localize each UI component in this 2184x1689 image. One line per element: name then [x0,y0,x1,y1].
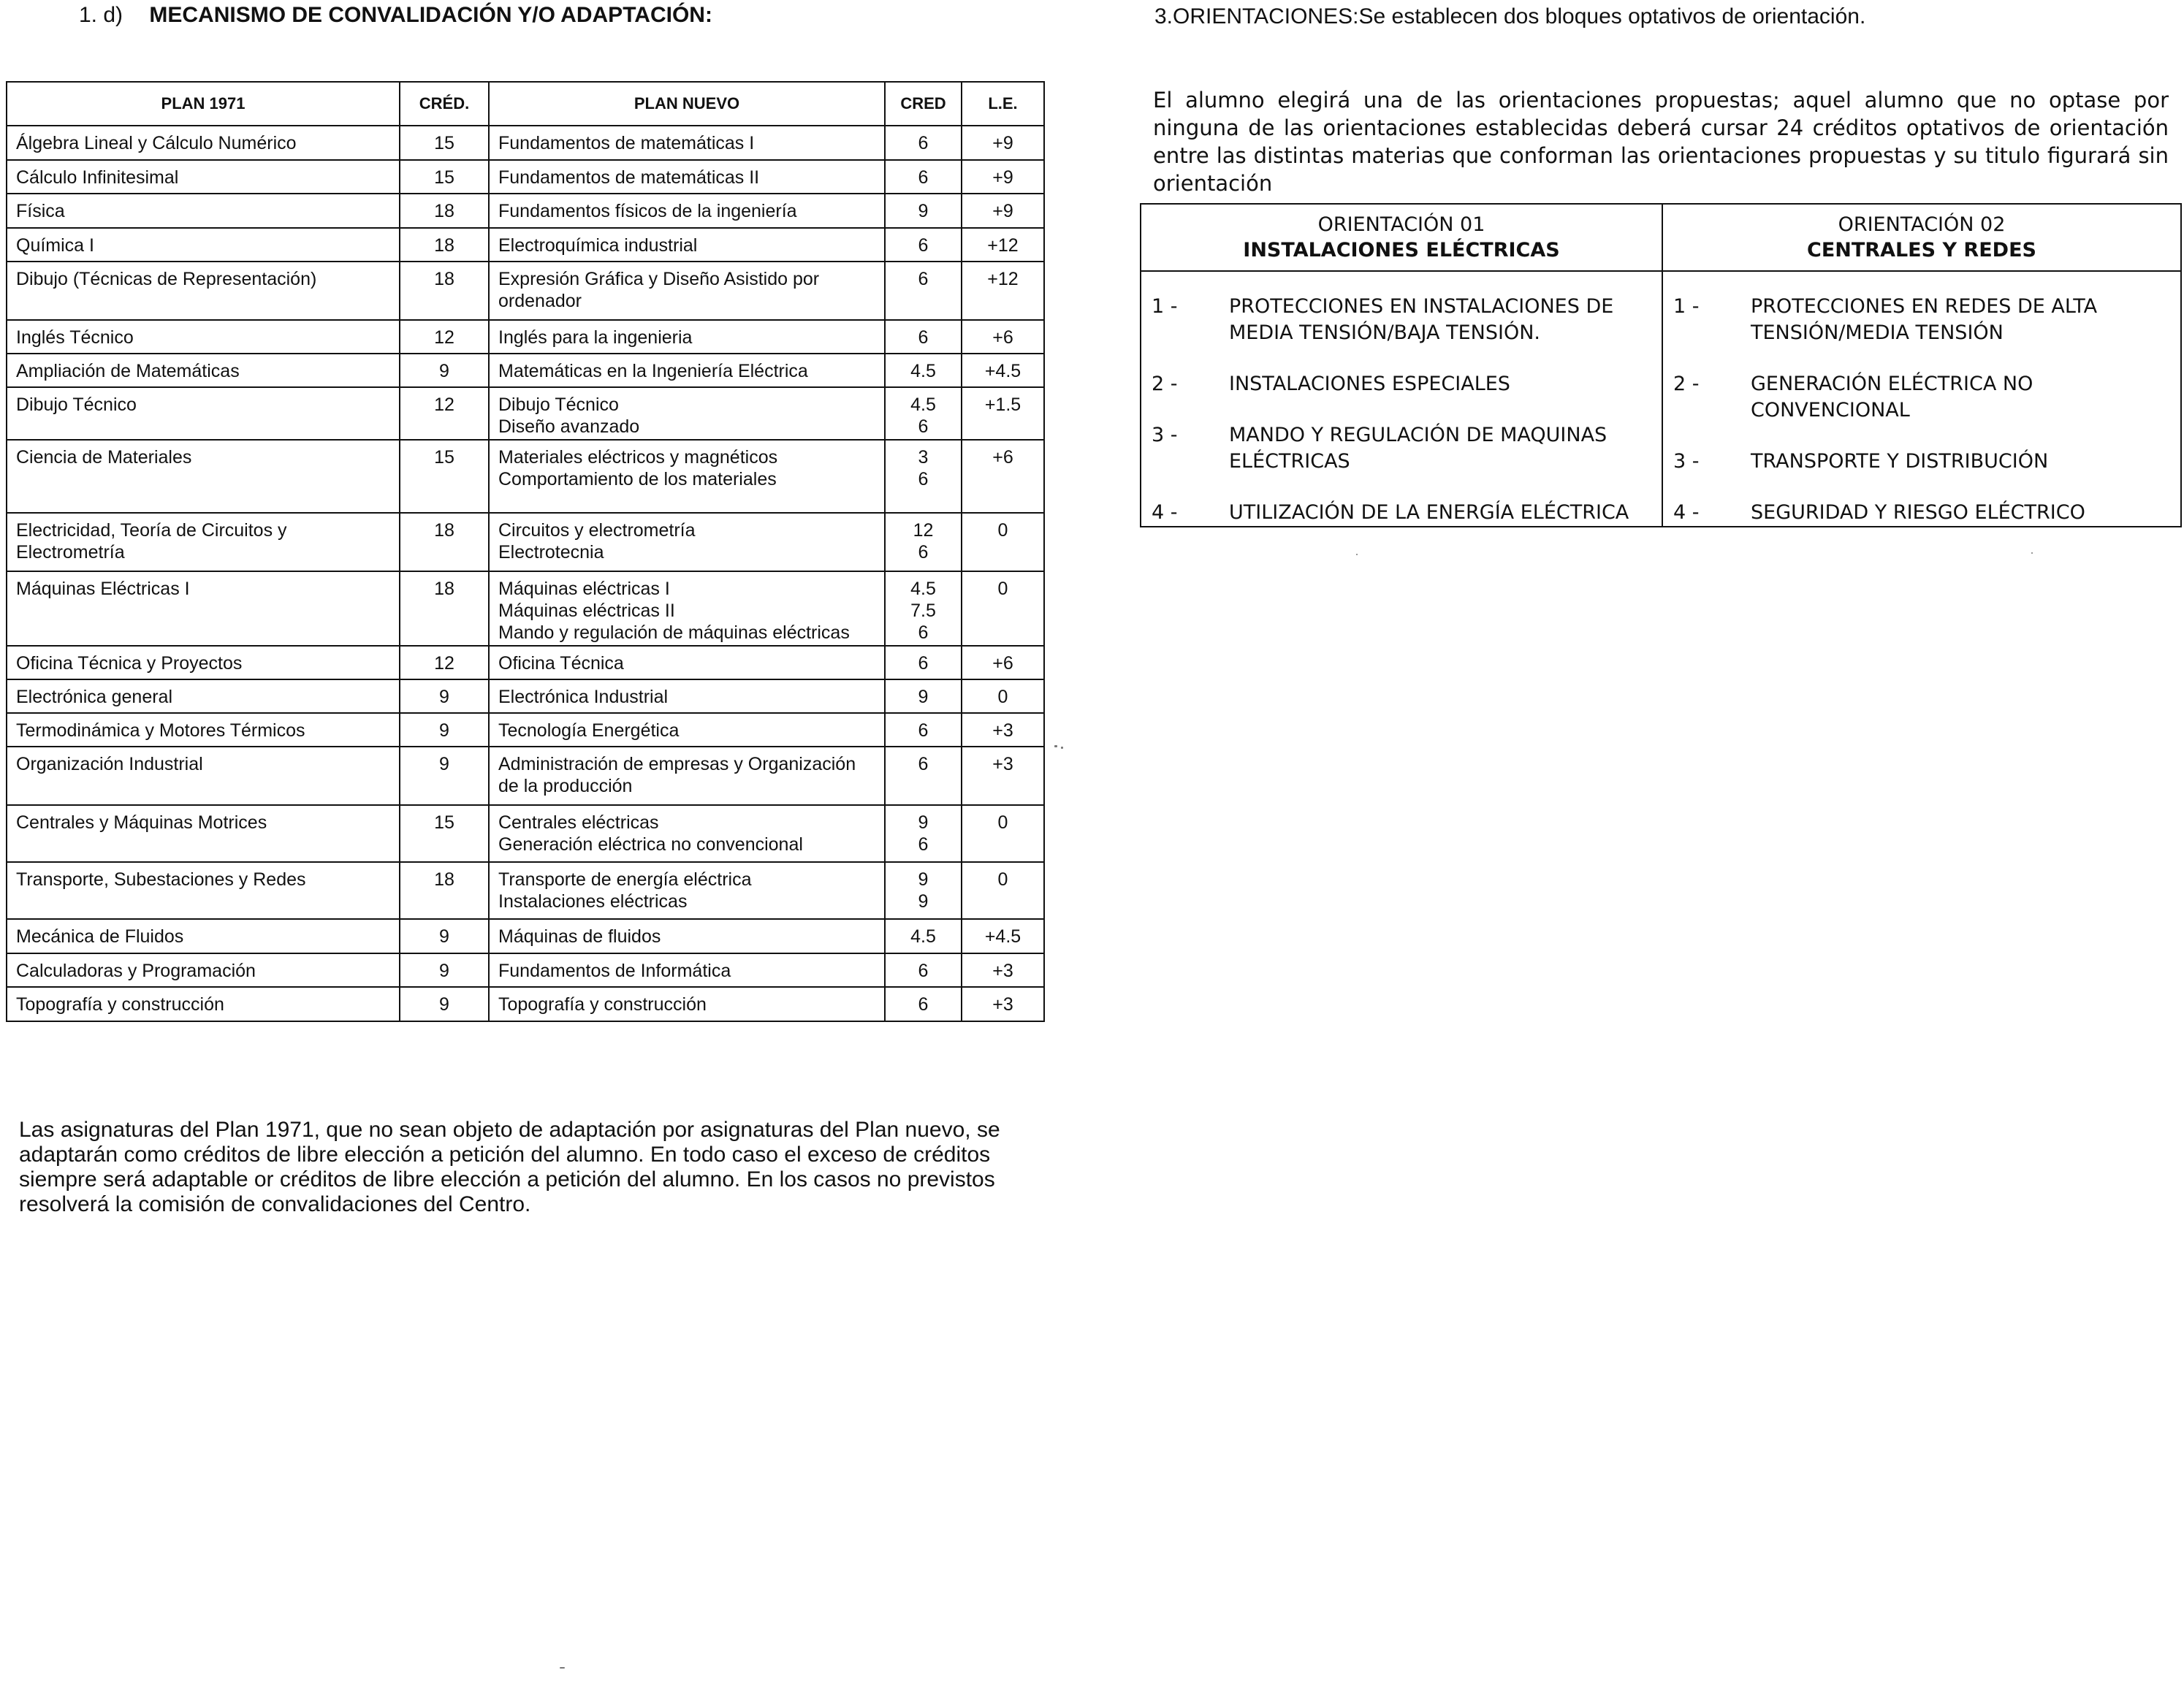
header-cred: CRÉD. [400,82,489,126]
plan-nuevo-line: Circuitos y electrometría [498,520,696,541]
item-text: SEGURIDAD Y RIESGO ELÉCTRICO [1751,501,2085,524]
cell-cred: 15 [400,160,489,194]
cell-cred: 18 [400,194,489,228]
cred-nuevo-line: 9 [918,869,929,890]
cred-nuevo-line: 6 [918,416,929,437]
item-number: 1 - [1152,295,1178,318]
list-item [1141,422,1662,475]
cell-plan-nuevo [489,262,885,320]
plan-nuevo-line: Oficina Técnica [498,653,624,674]
cell-plan-nuevo [489,953,885,987]
orientation-name: INSTALACIONES ELÉCTRICAS [1243,239,1560,262]
plan-nuevo-line: Fundamentos de Informática [498,961,731,981]
orientation-header-01 [1141,204,1662,271]
scan-speck [1356,554,1358,555]
cell-cred-nuevo [885,126,962,160]
item-number: 3 - [1673,450,1700,473]
cred-nuevo-line: 6 [918,542,929,563]
cell-plan-nuevo [489,194,885,228]
table-row [7,953,1044,987]
cell-cred-nuevo [885,194,962,228]
table-row [7,646,1044,679]
cell-plan-nuevo [489,160,885,194]
table-header-row [7,82,1044,126]
section-number: 1. d) [79,3,123,27]
cell-le: +4.5 [962,354,1044,387]
plan-nuevo-line: Instalaciones eléctricas [498,891,688,912]
cell-plan-1971: Ciencia de Materiales [7,440,400,513]
cell-cred: 9 [400,953,489,987]
table-body [7,126,1044,1021]
cell-le: 0 [962,571,1044,646]
item-number: 4 - [1673,501,1700,524]
plan-nuevo-line: Electrotecnia [498,542,604,563]
scan-speck [2031,552,2033,554]
orientation-name: CENTRALES Y REDES [1807,239,2036,262]
plan-nuevo-line: de la producción [498,776,633,796]
cell-cred-nuevo [885,805,962,862]
cred-nuevo-line: 3 [918,447,929,468]
list-item [1141,500,1662,526]
table-row [7,387,1044,440]
cell-plan-nuevo [489,987,885,1021]
item-number: 3 - [1152,424,1178,446]
cell-le: +9 [962,160,1044,194]
cell-plan-1971: Termodinámica y Motores Térmicos [7,713,400,747]
list-item [1663,294,2180,346]
cell-plan-nuevo [489,354,885,387]
plan-nuevo-line: Topografía y construcción [498,994,707,1015]
adaptation-note: Las asignaturas del Plan 1971, que no sean objeto de adaptación por asignaturas del Plan nuevo, se adaptarán como créditos de libre elección a petición del alumno. En todo caso el exceso de créditos siempre será adaptable or créditos de libre elección a petición del alumno. En los casos no previstos resolverá la comisión de convalidaciones del Centro. [19,1118,1000,1216]
cred-nuevo-line: 6 [918,622,929,643]
plan-nuevo-line: Fundamentos de matemáticas II [498,167,760,188]
cred-nuevo-line: 4.5 [910,394,936,415]
cell-plan-nuevo [489,440,885,513]
orientation-02-list [1663,294,2180,526]
cell-plan-1971: Electrónica general [7,679,400,713]
cell-plan-nuevo [489,387,885,440]
cred-nuevo-line: 9 [918,812,929,833]
item-text: PROTECCIONES EN REDES DE ALTA TENSIÓN/MEDIA TENSIÓN [1751,295,2098,344]
cell-cred-nuevo [885,387,962,440]
cell-plan-1971: Dibujo Técnico [7,387,400,440]
cred-nuevo-line: 6 [918,994,929,1015]
item-text: PROTECCIONES EN INSTALACIONES DE MEDIA TENSIÓN/BAJA TENSIÓN. [1229,295,1614,344]
plan-nuevo-line: Expresión Gráfica y Diseño Asistido por [498,269,820,289]
plan-nuevo-line: Fundamentos de matemáticas I [498,133,755,153]
cell-plan-1971: Álgebra Lineal y Cálculo Numérico [7,126,400,160]
scan-speck [1061,747,1063,749]
table-row [7,987,1044,1021]
item-number: 2 - [1152,373,1178,395]
orientation-label: ORIENTACIÓN 01 [1317,213,1485,236]
header-plan-1971: PLAN 1971 [7,82,400,126]
cred-nuevo-line: 9 [918,891,929,912]
cred-nuevo-line: 6 [918,834,929,855]
item-number: 2 - [1673,373,1700,395]
cell-cred-nuevo [885,862,962,919]
cell-cred: 12 [400,387,489,440]
convalidation-table [6,81,1045,1022]
cell-cred-nuevo [885,679,962,713]
cell-plan-nuevo [489,646,885,679]
cred-nuevo-line: 6 [918,653,929,674]
plan-nuevo-line: Inglés para la ingenieria [498,327,693,348]
cred-nuevo-line: 12 [913,520,934,541]
table-row [7,262,1044,320]
cell-le: +1.5 [962,387,1044,440]
section-heading-convalidacion [79,3,712,28]
cell-plan-1971: Calculadoras y Programación [7,953,400,987]
table-row [7,571,1044,646]
orientaciones-paragraph: El alumno elegirá una de las orientaciones propuestas; aquel alumno que no optase por ninguna de las orientaciones establecidas deberá cursar 24 créditos optativos de orientación entre las distintas materias que conforman las orientaciones propuestas y su titulo figurará sin orientación [1153,88,2169,196]
cred-nuevo-line: 6 [918,327,929,348]
header-cred-nuevo: CRED [885,82,962,126]
table-row [7,805,1044,862]
cell-le: +12 [962,262,1044,320]
item-text: MANDO Y REGULACIÓN DE MAQUINAS ELÉCTRICAS [1229,424,1607,473]
table-row [7,513,1044,571]
table-row [7,194,1044,228]
plan-nuevo-line: Máquinas eléctricas II [498,601,675,621]
cred-nuevo-line: 6 [918,754,929,774]
cred-nuevo-line: 6 [918,133,929,153]
cell-plan-nuevo [489,513,885,571]
cell-cred: 9 [400,987,489,1021]
item-number: 4 - [1152,501,1178,524]
cred-nuevo-line: 4.5 [910,926,936,947]
cell-plan-1971: Dibujo (Técnicas de Representación) [7,262,400,320]
plan-nuevo-line: Electrónica Industrial [498,687,669,707]
cell-cred: 18 [400,513,489,571]
list-item [1141,294,1662,346]
cell-plan-1971: Mecánica de Fluidos [7,919,400,953]
cell-plan-nuevo [489,126,885,160]
cell-le: +3 [962,747,1044,805]
cred-nuevo-line: 9 [918,201,929,221]
scan-speck [560,1667,565,1669]
orientation-header-02 [1662,204,2181,271]
cell-cred-nuevo [885,513,962,571]
table-row [7,126,1044,160]
item-number: 1 - [1673,295,1700,318]
table-row [7,713,1044,747]
header-plan-nuevo: PLAN NUEVO [489,82,885,126]
table-row [7,679,1044,713]
orientations-header-row [1141,204,2181,271]
cell-le: +9 [962,194,1044,228]
section-heading-orientaciones: 3.ORIENTACIONES:Se establecen dos bloques optativos de orientación. [1154,4,1866,28]
cell-cred-nuevo [885,320,962,354]
cell-plan-nuevo [489,713,885,747]
cred-nuevo-line: 7.5 [910,601,936,621]
cell-cred-nuevo [885,571,962,646]
cell-cred: 9 [400,919,489,953]
cell-plan-1971: Física [7,194,400,228]
plan-nuevo-line: Matemáticas en la Ingeniería Eléctrica [498,361,808,381]
orientation-01-list [1141,294,1662,526]
cell-plan-nuevo [489,747,885,805]
cell-cred-nuevo [885,713,962,747]
cell-cred: 12 [400,320,489,354]
item-text: GENERACIÓN ELÉCTRICA NO CONVENCIONAL [1751,373,2033,422]
cred-nuevo-line: 6 [918,269,929,289]
plan-nuevo-line: Mando y regulación de máquinas eléctricas [498,622,850,643]
header-le: L.E. [962,82,1044,126]
cred-nuevo-line: 4.5 [910,361,936,381]
cell-cred-nuevo [885,160,962,194]
list-item [1141,371,1662,397]
cell-plan-nuevo [489,320,885,354]
list-item [1663,371,2180,424]
cell-cred: 12 [400,646,489,679]
list-item [1663,449,2180,475]
cell-le: +9 [962,126,1044,160]
cell-cred: 9 [400,747,489,805]
cell-le: +6 [962,646,1044,679]
cell-cred: 18 [400,571,489,646]
cell-cred: 9 [400,679,489,713]
cell-le: +6 [962,440,1044,513]
cell-plan-nuevo [489,919,885,953]
plan-nuevo-line: Generación eléctrica no convencional [498,834,803,855]
table-row [7,228,1044,262]
cell-cred: 9 [400,354,489,387]
cell-plan-nuevo [489,679,885,713]
plan-nuevo-line: Diseño avanzado [498,416,640,437]
cell-plan-nuevo [489,571,885,646]
cell-plan-1971: Electricidad, Teoría de Circuitos y Electrometría [7,513,400,571]
orientations-body-row [1141,271,2181,527]
table-row [7,440,1044,513]
cred-nuevo-line: 6 [918,235,929,256]
cell-cred: 18 [400,228,489,262]
scan-speck [1054,745,1057,747]
cell-cred-nuevo [885,919,962,953]
cell-cred-nuevo [885,646,962,679]
cell-cred-nuevo [885,987,962,1021]
plan-nuevo-line: Comportamiento de los materiales [498,469,777,489]
cell-cred: 15 [400,126,489,160]
cell-le: 0 [962,679,1044,713]
cell-cred: 18 [400,862,489,919]
cred-nuevo-line: 4.5 [910,579,936,599]
cell-plan-1971: Inglés Técnico [7,320,400,354]
cell-cred-nuevo [885,354,962,387]
cell-plan-1971: Cálculo Infinitesimal [7,160,400,194]
plan-nuevo-line: Electroquímica industrial [498,235,698,256]
cell-cred: 15 [400,440,489,513]
cred-nuevo-line: 6 [918,469,929,489]
table-row [7,320,1044,354]
table-row [7,160,1044,194]
cell-plan-1971: Ampliación de Matemáticas [7,354,400,387]
cell-plan-nuevo [489,862,885,919]
cell-plan-1971: Máquinas Eléctricas I [7,571,400,646]
cell-cred-nuevo [885,228,962,262]
cell-plan-1971: Transporte, Subestaciones y Redes [7,862,400,919]
cell-plan-1971: Oficina Técnica y Proyectos [7,646,400,679]
cred-nuevo-line: 6 [918,720,929,741]
cell-cred-nuevo [885,953,962,987]
cell-cred: 15 [400,805,489,862]
cell-plan-1971: Topografía y construcción [7,987,400,1021]
list-item [1663,500,2180,526]
cell-le: 0 [962,805,1044,862]
cell-cred-nuevo [885,262,962,320]
cell-le: 0 [962,862,1044,919]
item-text: UTILIZACIÓN DE LA ENERGÍA ELÉCTRICA [1229,501,1629,524]
table-row [7,354,1044,387]
plan-nuevo-line: Máquinas eléctricas I [498,579,670,599]
cell-le: +3 [962,713,1044,747]
plan-nuevo-line: ordenador [498,291,582,311]
item-text: TRANSPORTE Y DISTRIBUCIÓN [1751,450,2049,473]
cell-plan-nuevo [489,805,885,862]
orientation-label: ORIENTACIÓN 02 [1838,213,2006,236]
cell-plan-1971: Centrales y Máquinas Motrices [7,805,400,862]
plan-nuevo-line: Máquinas de fluidos [498,926,661,947]
cred-nuevo-line: 9 [918,687,929,707]
cell-le: +3 [962,953,1044,987]
cell-cred-nuevo [885,747,962,805]
plan-nuevo-line: Dibujo Técnico [498,394,619,415]
cell-le: +12 [962,228,1044,262]
cell-cred: 9 [400,713,489,747]
cell-plan-1971: Química I [7,228,400,262]
plan-nuevo-line: Materiales eléctricos y magnéticos [498,447,778,468]
orientation-01-subjects [1141,271,1662,527]
cell-plan-1971: Organización Industrial [7,747,400,805]
plan-nuevo-line: Tecnología Energética [498,720,680,741]
item-text: INSTALACIONES ESPECIALES [1229,373,1510,395]
plan-nuevo-line: Centrales eléctricas [498,812,659,833]
cred-nuevo-line: 6 [918,961,929,981]
cell-cred: 18 [400,262,489,320]
cell-le: +6 [962,320,1044,354]
table-row [7,862,1044,919]
plan-nuevo-line: Administración de empresas y Organización [498,754,856,774]
table-row [7,747,1044,805]
section-title: MECANISMO DE CONVALIDACIÓN Y/O ADAPTACIÓN: [149,3,712,27]
cell-cred-nuevo [885,440,962,513]
cell-le: +3 [962,987,1044,1021]
cell-le: +4.5 [962,919,1044,953]
orientations-table [1140,203,2182,527]
plan-nuevo-line: Fundamentos físicos de la ingeniería [498,201,797,221]
cell-le: 0 [962,513,1044,571]
orientation-02-subjects [1662,271,2181,527]
plan-nuevo-line: Transporte de energía eléctrica [498,869,752,890]
table-row [7,919,1044,953]
cred-nuevo-line: 6 [918,167,929,188]
cell-plan-nuevo [489,228,885,262]
